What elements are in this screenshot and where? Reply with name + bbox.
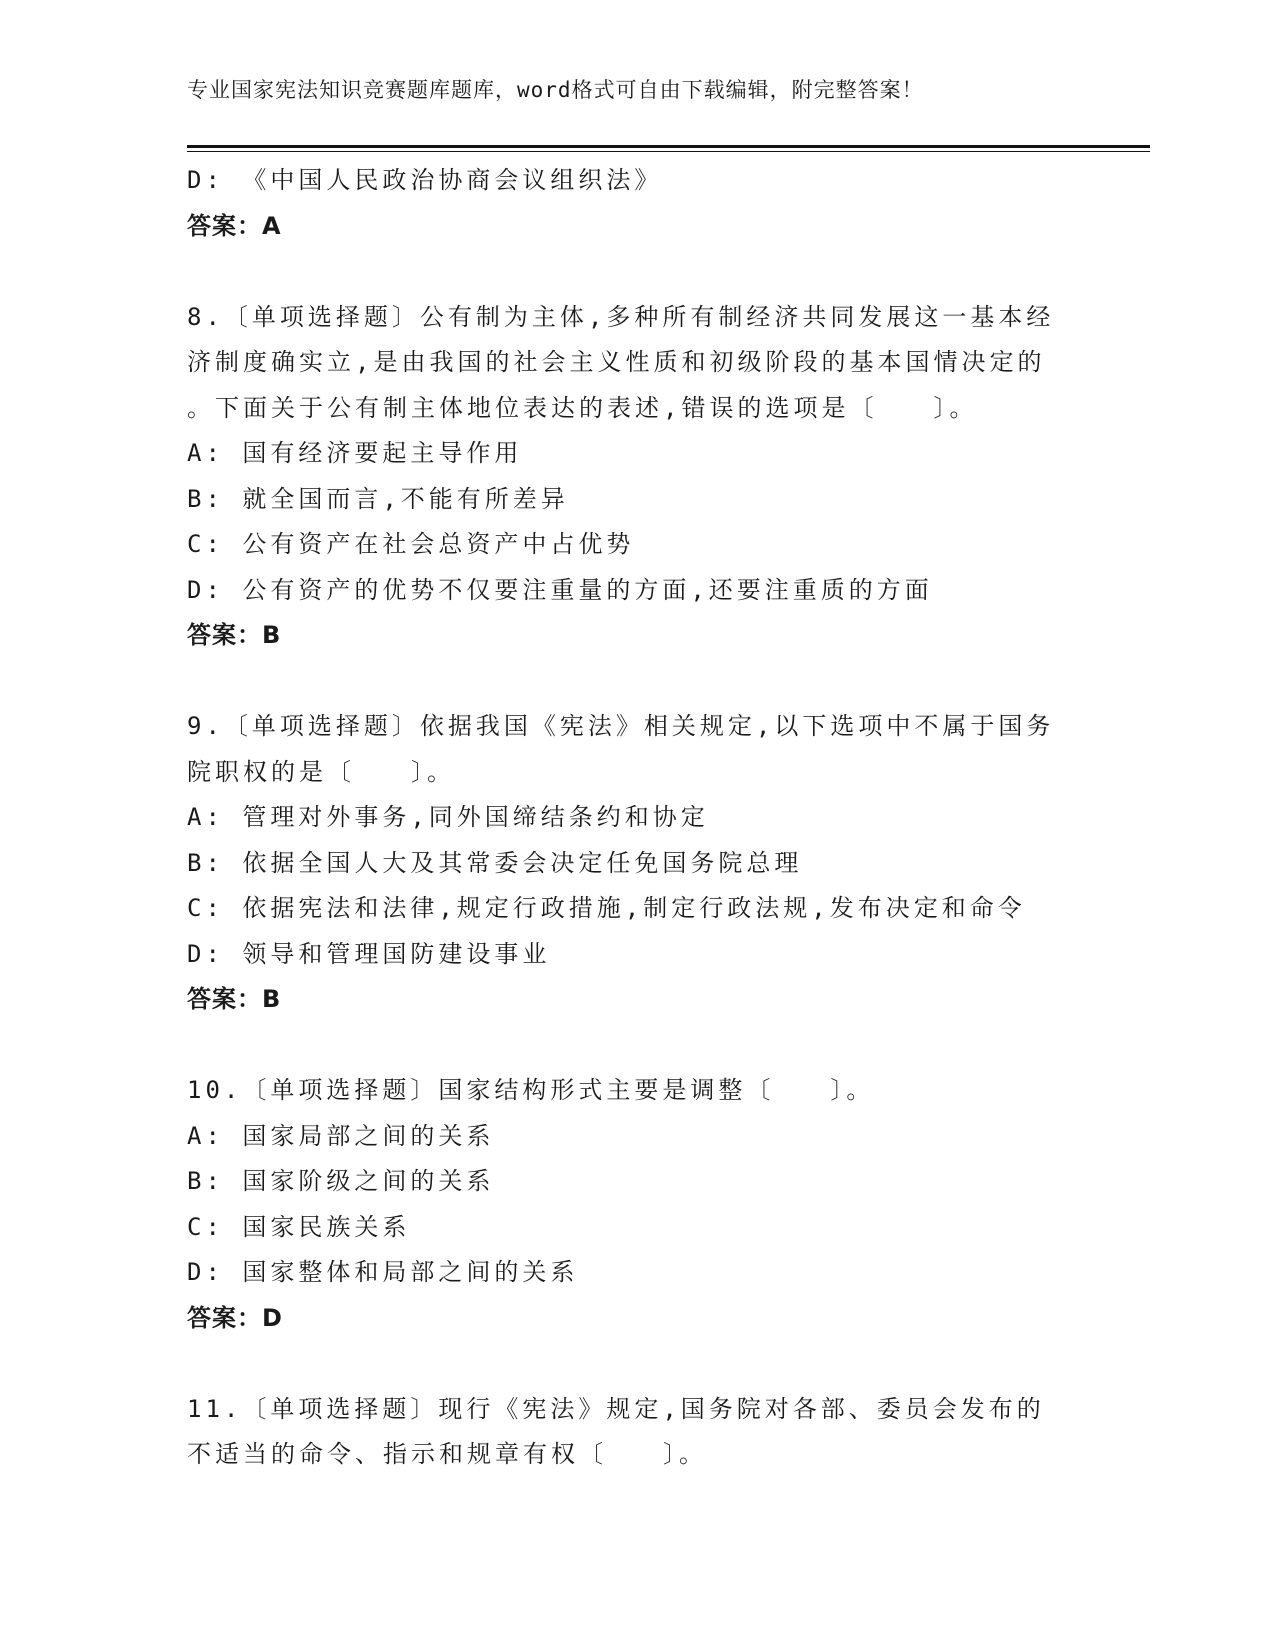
document-body <box>187 158 1087 1478</box>
answer: 答案：B <box>187 985 282 1013</box>
option-d: D: 公有资产的优势不仅要注重量的方面,还要注重质的方面 <box>187 575 933 604</box>
question-stem-line: 11.〔单项选择题〕现行《宪法》规定,国务院对各部、委员会发布的 <box>187 1394 1045 1423</box>
question-stem-line: 院职权的是〔 〕。 <box>187 757 455 786</box>
spacer <box>187 249 1087 295</box>
question-stem-line: 10.〔单项选择题〕国家结构形式主要是调整〔 〕。 <box>187 1076 875 1104</box>
question-9 <box>187 704 1087 1023</box>
question-11 <box>187 1387 1087 1478</box>
question-stem-line: 济制度确实立,是由我国的社会主义性质和初级阶段的基本国情决定的 <box>187 348 1046 376</box>
question-stem-line: 不适当的命令、指示和规章有权〔 〕。 <box>187 1440 707 1468</box>
question-8 <box>187 295 1087 659</box>
option-b: B: 依据全国人大及其常委会决定任免国务院总理 <box>187 848 803 877</box>
question-stem-line: 。下面关于公有制主体地位表达的表述,错误的选项是〔 〕。 <box>187 393 978 422</box>
answer: 答案：B <box>187 621 282 649</box>
question-stem-line: 9.〔单项选择题〕依据我国《宪法》相关规定,以下选项中不属于国务 <box>187 712 1055 740</box>
option-b: B: 就全国而言,不能有所差异 <box>187 484 569 513</box>
spacer <box>187 659 1087 705</box>
header-rule-thick <box>187 145 1150 148</box>
option-c: C: 公有资产在社会总资产中占优势 <box>187 530 635 558</box>
option-a: A: 国家局部之间的关系 <box>187 1121 495 1150</box>
question-stem-line: 8.〔单项选择题〕公有制为主体,多种所有制经济共同发展这一基本经 <box>187 302 1055 331</box>
option-d: D: 领导和管理国防建设事业 <box>187 939 551 968</box>
page-header: 专业国家宪法知识竞赛题库题库，word格式可自由下载编辑，附完整答案！ <box>187 78 924 102</box>
header-rule-thin <box>187 151 1150 152</box>
option-a: A: 国有经济要起主导作用 <box>187 439 523 467</box>
option-a: A: 管理对外事务,同外国缔结条约和协定 <box>187 803 709 831</box>
prev-option-d: D: 《中国人民政治协商会议组织法》 <box>187 166 663 194</box>
option-c: C: 依据宪法和法律,规定行政措施,制定行政法规,发布决定和命令 <box>187 894 1026 922</box>
option-c: C: 国家民族关系 <box>187 1212 411 1241</box>
option-d: D: 国家整体和局部之间的关系 <box>187 1258 579 1286</box>
option-b: B: 国家阶级之间的关系 <box>187 1167 495 1195</box>
question-10 <box>187 1068 1087 1341</box>
spacer <box>187 1341 1087 1387</box>
spacer <box>187 1023 1087 1069</box>
prev-answer: 答案：A <box>187 211 282 240</box>
answer: 答案：D <box>187 1303 283 1332</box>
